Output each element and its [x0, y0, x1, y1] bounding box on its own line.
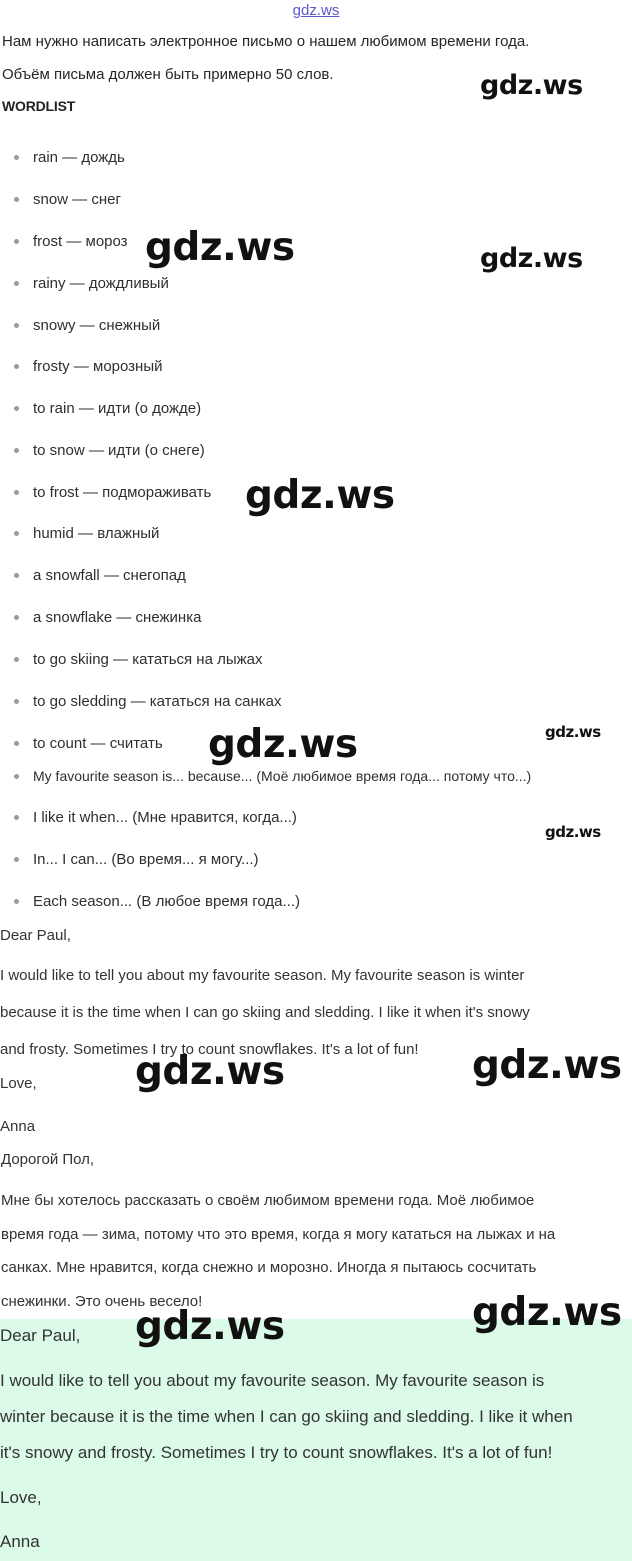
answer-closing: Love, [0, 1488, 42, 1507]
watermark: gdz.ws [545, 723, 601, 741]
bullet-icon [14, 531, 19, 536]
list-item: My favourite season is... because... (Моё любимое время года... потому что...) [14, 768, 531, 784]
watermark: gdz.ws [480, 70, 583, 101]
list-item: frost — мороз [14, 233, 128, 250]
list-item: humid — влажный [14, 525, 159, 542]
list-item: to rain — идти (о дожде) [14, 400, 201, 417]
bullet-icon [14, 323, 19, 328]
answer-signature: Anna [0, 1532, 40, 1551]
answer-line: winter because it is the time when I can go skiing and sledding. I like it when [0, 1407, 573, 1426]
list-item: a snowflake — снежинка [14, 609, 201, 626]
list-item: snow — снег [14, 191, 121, 208]
list-item: Each season... (В любое время года...) [14, 893, 300, 910]
list-item: to go sledding — кататься на санках [14, 693, 282, 710]
watermark: gdz.ws [145, 225, 295, 270]
answer-line: I would like to tell you about my favourite season. My favourite season is [0, 1371, 545, 1390]
bullet-icon [14, 448, 19, 453]
list-item: to count — считать [14, 735, 163, 752]
watermark: gdz.ws [472, 1290, 622, 1335]
bullet-icon [14, 741, 19, 746]
watermark: gdz.ws [245, 473, 395, 518]
translation-line: санках. Мне нравится, когда снежно и морозно. Иногда я пытаюсь сосчитать [1, 1259, 537, 1276]
bullet-icon [14, 615, 19, 620]
watermark: gdz.ws [480, 243, 583, 274]
letter-line: and frosty. Sometimes I try to count snowflakes. It's a lot of fun! [0, 1041, 419, 1058]
list-item: rain — дождь [14, 149, 125, 166]
bullet-icon [14, 774, 19, 779]
bullet-icon [14, 406, 19, 411]
list-item: a snowfall — снегопад [14, 567, 186, 584]
bullet-icon [14, 239, 19, 244]
letter-line: because it is the time when I can go skiing and sledding. I like it when it's snowy [0, 1004, 530, 1021]
bullet-icon [14, 815, 19, 820]
list-item: snowy — снежный [14, 317, 160, 334]
bullet-icon [14, 281, 19, 286]
answer-box [0, 1319, 632, 1561]
list-item: to frost — подмораживать [14, 484, 211, 501]
task-intro-line-1: Нам нужно написать электронное письмо о нашем любимом времени года. [2, 33, 530, 50]
translation-greeting: Дорогой Пол, [1, 1151, 95, 1168]
list-item: I like it when... (Мне нравится, когда...) [14, 809, 297, 826]
bullet-icon [14, 490, 19, 495]
bullet-icon [14, 155, 19, 160]
bullet-icon [14, 699, 19, 704]
bullet-icon [14, 364, 19, 369]
list-item: rainy — дождливый [14, 275, 169, 292]
watermark: gdz.ws [472, 1043, 622, 1088]
bullet-icon [14, 197, 19, 202]
list-item: to go skiing — кататься на лыжах [14, 651, 263, 668]
bullet-icon [14, 857, 19, 862]
list-item: to snow — идти (о снеге) [14, 442, 205, 459]
wordlist-heading: WORDLIST [2, 98, 76, 114]
translation-line: снежинки. Это очень весело! [1, 1293, 203, 1310]
bullet-icon [14, 899, 19, 904]
watermark: gdz.ws [208, 722, 358, 767]
letter-closing: Love, [0, 1075, 37, 1092]
answer-line: it's snowy and frosty. Sometimes I try to count snowflakes. It's a lot of fun! [0, 1443, 553, 1462]
site-link[interactable]: gdz.ws [292, 2, 340, 19]
watermark: gdz.ws [135, 1049, 285, 1094]
bullet-icon [14, 573, 19, 578]
letter-line: I would like to tell you about my favourite season. My favourite season is winter [0, 967, 525, 984]
translation-line: Мне бы хотелось рассказать о своём любимом времени года. Моё любимое [1, 1192, 535, 1209]
watermark: gdz.ws [135, 1304, 285, 1349]
bullet-icon [14, 657, 19, 662]
letter-signature: Anna [0, 1118, 36, 1135]
list-item: frosty — морозный [14, 358, 163, 375]
list-item: In... I can... (Во время... я могу...) [14, 851, 259, 868]
answer-greeting: Dear Paul, [0, 1326, 81, 1345]
letter-greeting: Dear Paul, [0, 927, 71, 944]
translation-line: время года — зима, потому что это время, когда я могу кататься на лыжах и на [1, 1226, 556, 1243]
task-intro-line-2: Объём письма должен быть примерно 50 слов. [2, 66, 334, 83]
watermark: gdz.ws [545, 823, 601, 841]
